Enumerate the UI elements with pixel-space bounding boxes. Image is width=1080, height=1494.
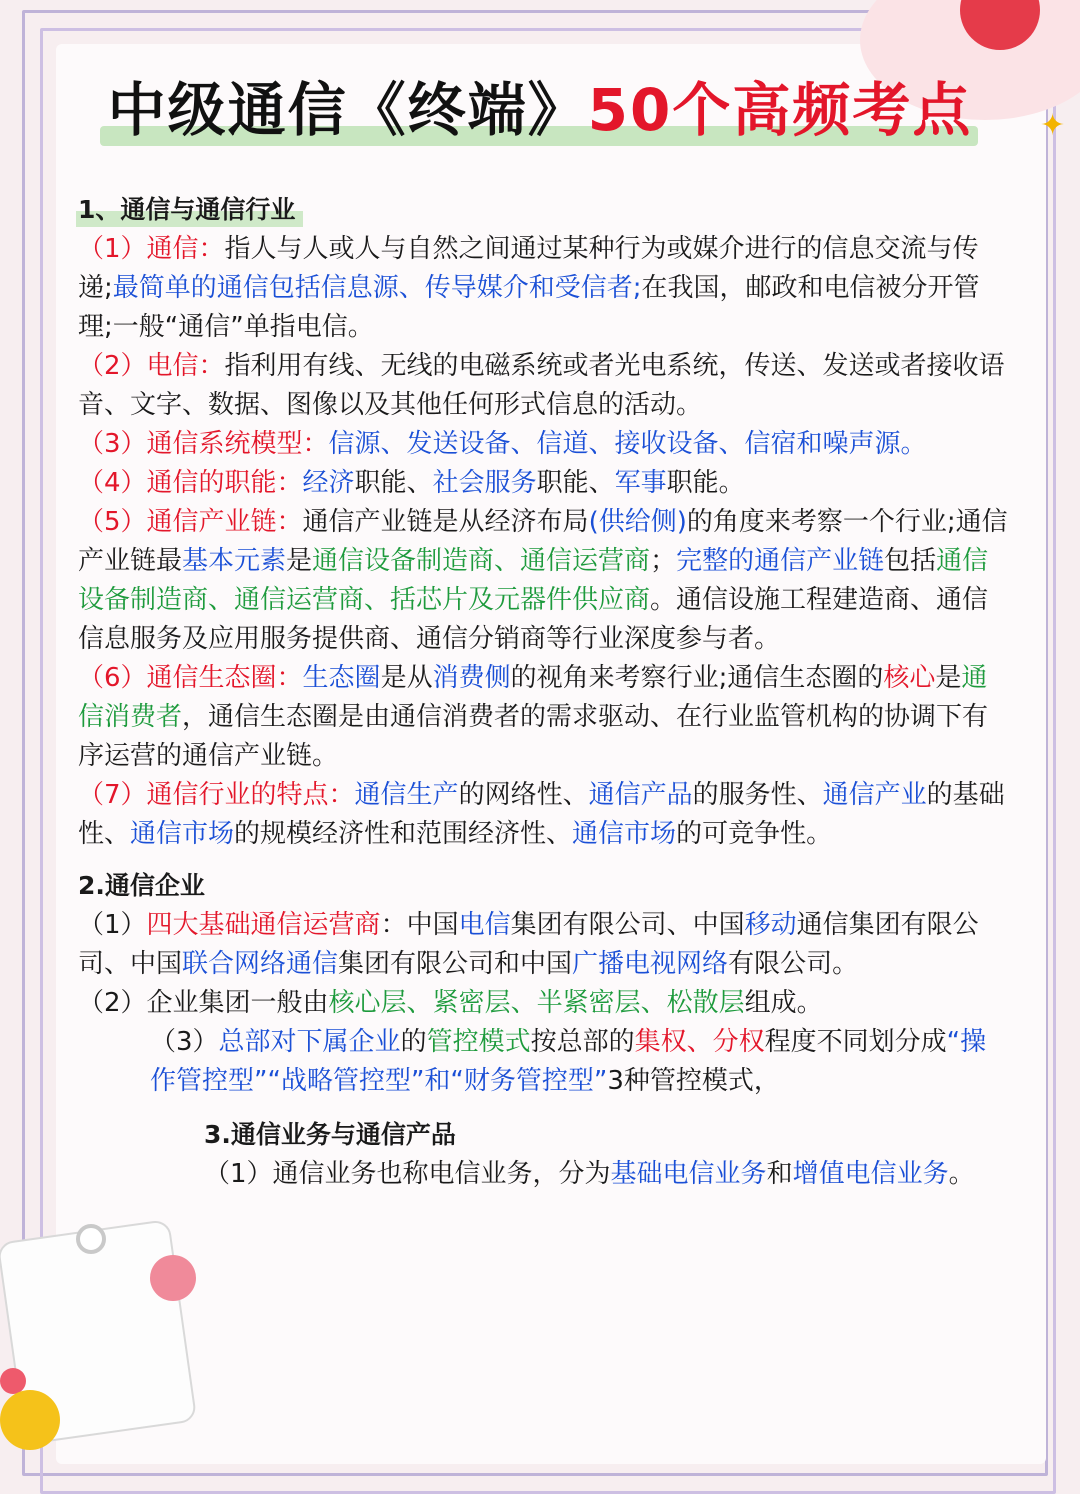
- title-red-part: 50个高频考点: [587, 76, 973, 144]
- sparkle-icon: ✦: [1040, 108, 1066, 143]
- list-item: （5）通信产业链：通信产业链是从经济布局(供给侧)的角度来考察一个行业;通信产业链最基本元素是通信设备制造商、通信运营商；完整的通信产业链包括通信设备制造商、通信运营商、括芯片及元器件供应商。通信设施工程建造商、通信信息服务及应用服务提供商、通信分销商等行业深度参与者。: [78, 507, 1008, 654]
- article-body: [78, 190, 1008, 1194]
- tag-hole-decoration: [76, 1224, 106, 1254]
- title-black-part: 中级通信《终端》: [107, 76, 588, 144]
- list-item: （7）通信行业的特点：通信生产的网络性、通信产品的服务性、通信产业的基础性、通信市场的规模经济性和范围经济性、通信市场的可竞争性。: [78, 780, 1005, 849]
- list-item: （6）通信生态圈：生态圈是从消费侧的视角来考察行业;通信生态圈的核心是通信消费者，通信生态圈是由通信消费者的需求驱动、在行业监管机构的协调下有序运营的通信产业链。: [78, 663, 989, 771]
- list-item: （2）电信：指利用有线、无线的电磁系统或者光电系统，传送、发送或者接收语音、文字、数据、图像以及其他任何形式信息的活动。: [78, 351, 1005, 420]
- section-heading-1: 1、通信与通信行业: [78, 190, 295, 229]
- section-heading-2: 2.通信企业: [78, 871, 205, 900]
- page-title: [0, 70, 1080, 150]
- pink-flower-decoration: [150, 1255, 196, 1301]
- list-item: （3）通信系统模型：信源、发送设备、信道、接收设备、信宿和噪声源。: [78, 429, 927, 459]
- list-item: （1）四大基础通信运营商：中国电信集团有限公司、中国移动通信集团有限公司、中国联合网络通信集团有限公司和中国广播电视网络有限公司。: [78, 910, 979, 979]
- section-heading-3: 3.通信业务与通信产品: [204, 1120, 456, 1149]
- list-item: （4）通信的职能：经济职能、社会服务职能、军事职能。: [78, 468, 745, 498]
- list-item: （3）总部对下属企业的管控模式按总部的集权、分权程度不同划分成“操作管控型”“战略管控型”和“财务管控型”3种管控模式，: [150, 1027, 987, 1096]
- yellow-flower-decoration: [0, 1390, 60, 1450]
- list-item: （1）通信：指人与人或人与自然之间通过某种行为或媒介进行的信息交流与传递;最简单的通信包括信息源、传导媒介和受信者;在我国，邮政和电信被分开管理;一般“通信”单指电信。: [78, 234, 980, 342]
- list-item: （1）通信业务也称电信业务，分为基础电信业务和增值电信业务。: [204, 1159, 975, 1189]
- list-item: （2）企业集团一般由核心层、紧密层、半紧密层、松散层组成。: [78, 988, 823, 1018]
